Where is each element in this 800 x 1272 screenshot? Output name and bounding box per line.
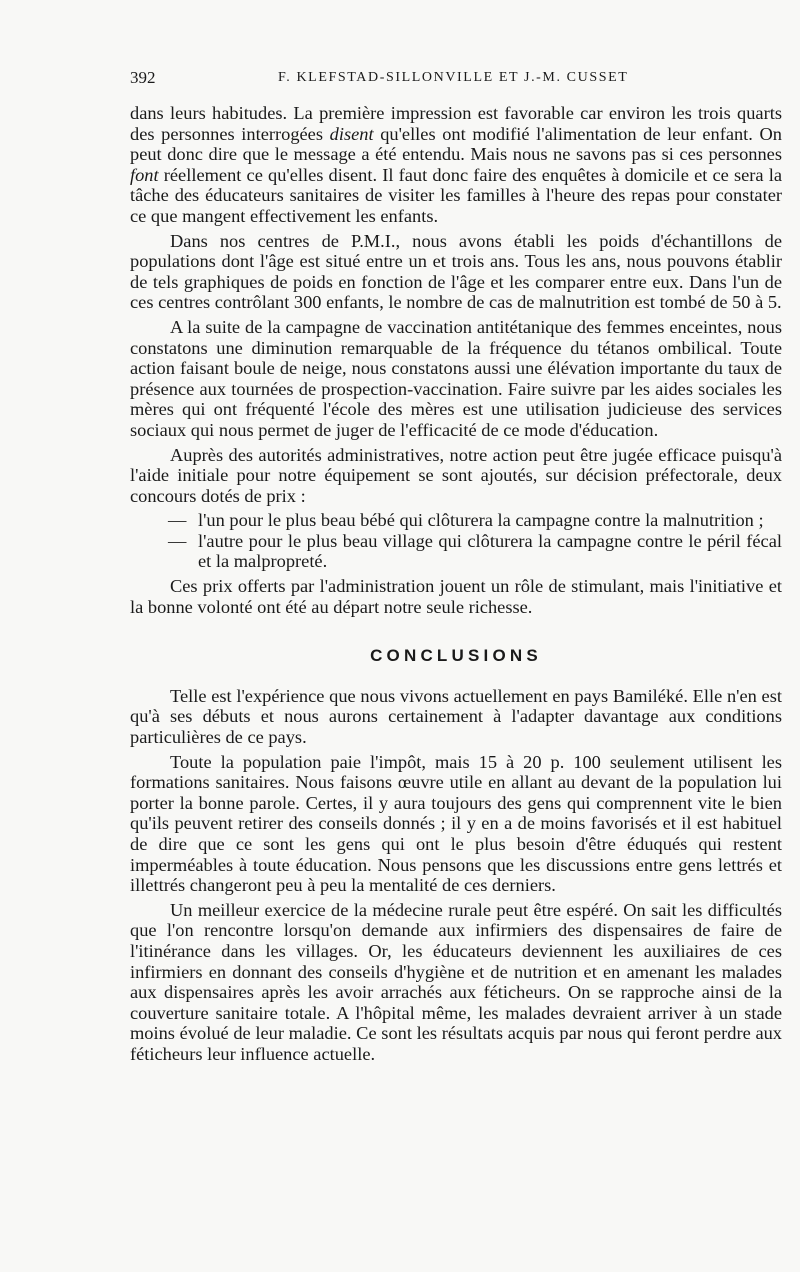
- dash-marker: —: [168, 530, 187, 551]
- paragraph-conclusion-1: Telle est l'expérience que nous vivons actuellement en pays Bamiléké. Elle n'en est qu'à ses débuts et nous aurons certainement à l'adapter davantage aux conditions particulières de ce pays.: [130, 685, 782, 748]
- paragraph-pmi: Dans nos centres de P.M.I., nous avons établi les poids d'échantillons de populations dont l'âge est situé entre un et trois ans. Tous les ans, nous pouvons établir de tels graphiques de poids en fonction de l'âge et les comparer entre eux. Dans l'un de ces centres contrôlant 300 enfants, le nombre de cas de malnutrition est tombé de 50 à 5.: [130, 230, 782, 313]
- paragraph-conclusion-2: Toute la population paie l'impôt, mais 15 à 20 p. 100 seulement utilisent les formations sanitaires. Nous faisons œuvre utile en allant au devant de la population lui porter la bonne parole. Certes, il y aura toujours des gens qui comprennent vite le bien qu'ils peuvent retirer des conseils donnés ; il y en a de moins favorisés et il est habituel de dire que ce sont les gens qui ont le plus besoin d'être éduqués qui restent imperméables à toute éducation. Nous pensons que les discussions entre gens lettrés et illettrés changeront peu à peu la mentalité de ces derniers.: [130, 751, 782, 896]
- paragraph-autorites: Auprès des autorités administratives, notre action peut être jugée efficace puisqu'à l'aide initiale pour notre équipement se sont ajoutés, sur décision préfectorale, deux concours dotés de prix :: [130, 444, 782, 506]
- paragraph-vaccination: A la suite de la campagne de vaccination antitétanique des femmes enceintes, nous constatons une diminution remarquable de la fréquence du tétanos ombilical. Toute action faisant boule de neige, nous constatons aussi une élévation importante du taux de présence aux tournées de prospection-vaccination. Faire suivre par les aides sociales les mères qui ont fréquenté l'école des mères est une utilisation judicieuse des services sociaux qui nous permet de juger de l'efficacité de ce mode d'éducation.: [130, 316, 782, 440]
- emphasis-disent: disent: [329, 123, 374, 144]
- body-text: [130, 103, 782, 1069]
- paragraph-habitudes: [130, 103, 782, 227]
- list-item-text: l'un pour le plus beau bébé qui clôturera la campagne contre la malnutrition ;: [198, 510, 764, 531]
- list-item-text: l'autre pour le plus beau village qui clôturera la campagne contre le péril fécal et la malpropreté.: [198, 530, 782, 572]
- paragraph-text: qu'elles ont modifié l'alimentation de leur enfant. On peut donc dire que le message a été entendu. Mais nous ne savons pas si ces personnes: [130, 123, 782, 165]
- paragraph-conclusion-3: Un meilleur exercice de la médecine rurale peut être espéré. On sait les difficultés que l'on rencontre lorsqu'on demande aux infirmiers des dispensaires de faire de l'itinérance dans les villages. Or, les éducateurs deviennent les auxiliaires de ces infirmiers en donnant des conseils d'hygiène et de nutrition et en amenant les malades aux dispensaires après les avoir arrachés aux féticheurs. On se rapproche ainsi de la couverture sanitaire totale. A l'hôpital même, les malades devraient arriver à un stade moins évolué de leur maladie. Ce sont les résultats acquis par nous qui feront perdre aux féticheurs leur influence actuelle.: [130, 899, 782, 1064]
- list-item: [130, 510, 782, 531]
- emphasis-font: font: [130, 164, 159, 185]
- page-number: 392: [130, 68, 156, 87]
- paragraph-text: réellement ce qu'elles disent. Il faut donc faire des enquêtes à domicile et ce sera la tâche des éducateurs sanitaires de visiter les familles à l'heure des repas pour constater ce que mangent effectivement les enfants.: [130, 164, 782, 226]
- list-item: [130, 531, 782, 572]
- paragraph-text: dans leurs habitudes. La première impression est favorable car environ les trois quarts des personnes interrogées: [130, 103, 782, 144]
- dash-marker: —: [168, 510, 187, 531]
- paragraph-prix: Ces prix offerts par l'administration jouent un rôle de stimulant, mais l'initiative et la bonne volonté ont été au départ notre seule richesse.: [130, 576, 782, 617]
- section-heading-conclusions: CONCLUSIONS: [370, 646, 542, 666]
- running-head: F. KLEFSTAD-SILLONVILLE ET J.-M. CUSSET: [278, 70, 629, 85]
